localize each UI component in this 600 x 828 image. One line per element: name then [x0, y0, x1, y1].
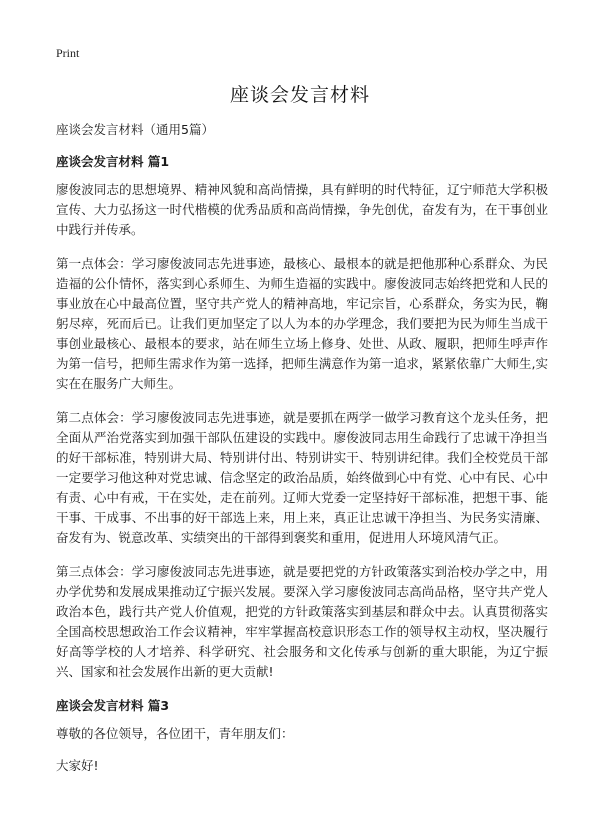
section-1-paragraph-3: 第二点体会：学习廖俊波同志先进事迹，就是要抓在两学一做学习教育这个龙头任务，把全面从严治党落实到加强干部队伍建设的实践中。廖俊波同志用生命践行了忠诚干净担当的好干部标准，特别讲大局、特别讲付出、特别讲实干、特别讲纪律。我们全校党员干部一定要学习他这种对党忠诚、信念坚定的政治品质，始终做到心中有党、心中有民、心中有责、心中有戒，干在实处，走在前列。辽师大党委一定坚持好干部标准，把想干事、能干事、干成事、不出事的好干部选上来，用上来，真正让忠诚干净担当、为民务实清廉、奋发有为、锐意改革、实绩突出的干部得到褒奖和重用，促进用人环境风清气正。: [56, 410, 548, 545]
section-3-heading: 座谈会发言材料 篇3: [56, 698, 170, 713]
print-label: Print: [56, 46, 80, 60]
section-1-paragraph-2: 第一点体会：学习廖俊波同志先进事迹，最核心、最根本的就是把他那种心系群众、为民造福的公仆情怀，落实到心系师生、为师生造福的实践中。廖俊波同志始终把党和人民的事业放在心中最高位置，坚守共产党人的精神高地，牢记宗旨，心系群众，务实为民，鞠躬尽瘁，死而后已。让我们更加坚定了以人为本的办学理念，我们要把为民为师生当成干事创业最核心、最根本的要求，站在师生立场上修身、处世、从政、履职，把师生呼声作为第一信号，把师生需求作为第一选择，把师生满意作为第一追求，紧紧依靠广大师生,实实在在服务广大师生。: [56, 256, 548, 391]
section-3-opening: 大家好!: [56, 758, 99, 773]
document-body: [56, 120, 548, 788]
section-3-greeting: 尊敬的各位领导，各位团干，青年朋友们：: [56, 726, 294, 741]
document-title: 座谈会发言材料: [229, 84, 370, 106]
document-subtitle: 座谈会发言材料（通用5篇）: [56, 122, 214, 137]
section-1-paragraph-1: 廖俊波同志的思想境界、精神风貌和高尚情操，具有鲜明的时代特征，辽宁师范大学积极宣传、大力弘扬这一时代楷模的优秀品质和高尚情操，争先创优，奋发有为，在干事创业中践行并传承。: [56, 182, 548, 237]
section-1-paragraph-4: 第三点体会：学习廖俊波同志先进事迹，就是要把党的方针政策落实到治校办学之中，用办学优势和发展成果推动辽宁振兴发展。要深入学习廖俊波同志高尚品格，坚守共产党人政治本色，践行共产党人价值观，把党的方针政策落实到基层和群众中去。认真贯彻落实全国高校思想政治工作会议精神，牢牢掌握高校意识形态工作的领导权主动权，坚决履行好高等学校的人才培养、科学研究、社会服务和文化传承与创新的重大职能，为辽宁振兴、国家和社会发展作出新的更大贡献!: [56, 564, 548, 679]
section-1-heading: 座谈会发言材料 篇1: [56, 154, 170, 169]
